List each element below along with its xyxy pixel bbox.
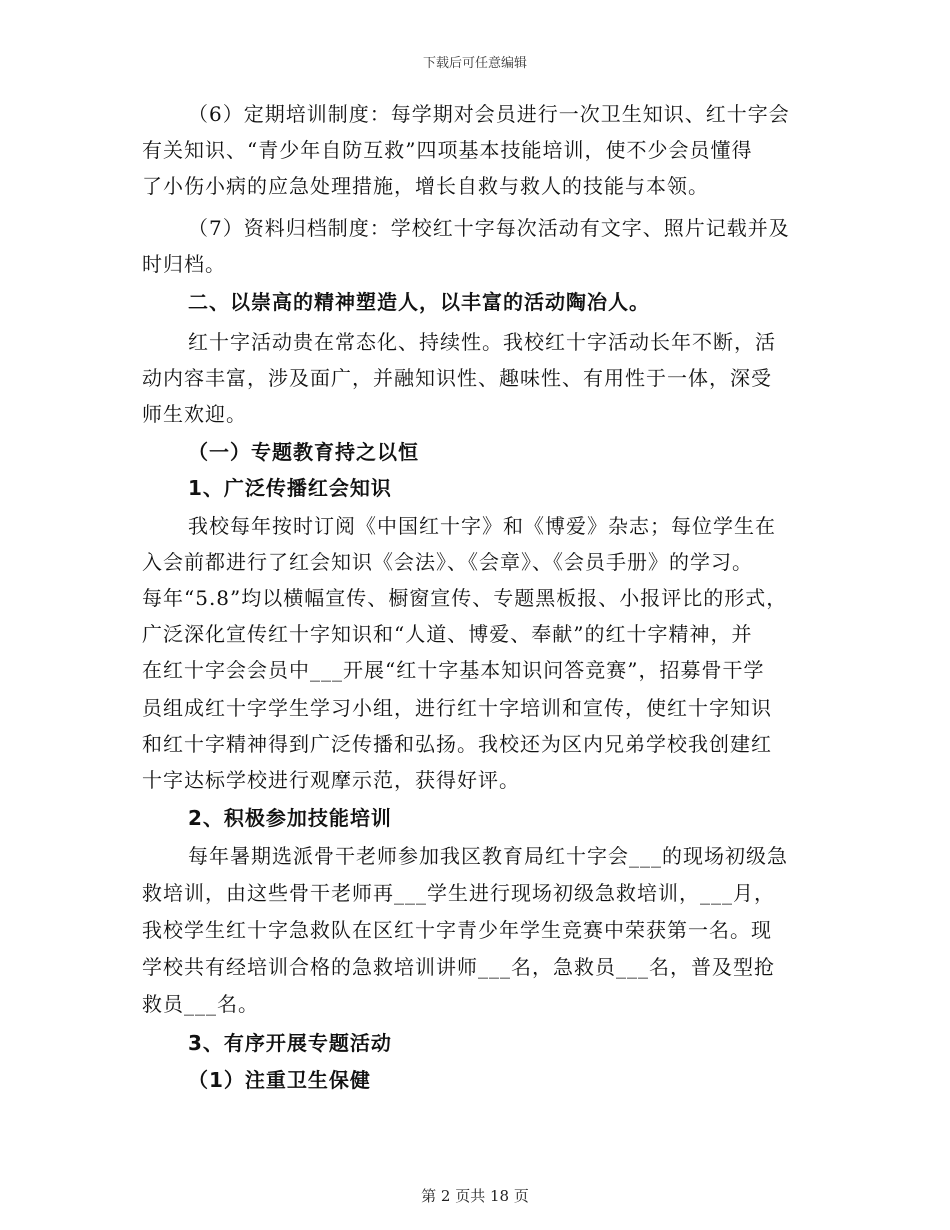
paragraph-line: 我校每年按时订阅《中国红十字》和《博爱》杂志；每位学生在	[188, 514, 776, 538]
paragraph-line: 救培训，由这些骨干老师再___学生进行现场初级急救培训，___月，	[142, 881, 775, 905]
paragraph-line: 和红十字精神得到广泛传播和弘扬。我校还为区内兄弟学校我创建红	[142, 732, 772, 756]
paragraph-line: 师生欢迎。	[142, 402, 247, 426]
paragraph-line: 救员___名。	[142, 992, 259, 1016]
paragraph-line: 了小伤小病的应急处理措施，增长自救与救人的技能与本领。	[142, 174, 709, 198]
section-heading: 3、有序开展专题活动	[188, 1031, 392, 1055]
section-heading: （一）专题教育持之以恒	[188, 440, 419, 464]
paragraph-line: 有关知识、“青少年自防互救”四项基本技能培训，使不少会员懂得	[142, 138, 753, 162]
paragraph-line: 每年暑期选派骨干老师参加我区教育局红十字会___的现场初级急	[188, 844, 788, 868]
page-footer: 第 2 页共 18 页	[421, 1187, 529, 1205]
paragraph-line: 红十字活动贵在常态化、持续性。我校红十字活动长年不断，活	[188, 330, 776, 354]
paragraph-line: 学校共有经培训合格的急救培训讲师___名，急救员___名，普及型抢	[142, 955, 775, 979]
paragraph-line: 每年“5.8”均以横幅宣传、橱窗宣传、专题黑板报、小报评比的形式，	[142, 586, 788, 610]
paragraph-line: （6）定期培训制度：每学期对会员进行一次卫生知识、红十字会	[188, 102, 790, 126]
paragraph-line: 十字达标学校进行观摩示范，获得好评。	[142, 768, 520, 792]
section-heading: 二、以崇高的精神塑造人，以丰富的活动陶冶人。	[188, 290, 650, 314]
paragraph-line: 入会前都进行了红会知识《会法》、《会章》、《会员手册》的学习。	[142, 550, 753, 574]
section-heading: （1）注重卫生保健	[188, 1068, 371, 1092]
paragraph-line: 时归档。	[142, 252, 226, 276]
page-header: 下载后可任意编辑	[422, 56, 527, 71]
paragraph-line: 广泛深化宣传红十字知识和“人道、博爱、奉献”的红十字精神，并	[142, 622, 753, 646]
paragraph-line: 在红十字会会员中___开展“红十字基本知识问答竞赛”，招募骨干学	[142, 658, 765, 682]
paragraph-line: （7）资料归档制度：学校红十字每次活动有文字、照片记载并及	[188, 216, 790, 240]
section-heading: 1、广泛传播红会知识	[188, 476, 392, 500]
section-heading: 2、积极参加技能培训	[188, 806, 392, 830]
paragraph-line: 员组成红十字学生学习小组，进行红十字培训和宣传，使红十字知识	[142, 696, 772, 720]
paragraph-line: 动内容丰富，涉及面广，并融知识性、趣味性、有用性于一体，深受	[142, 366, 772, 390]
paragraph-line: 我校学生红十字急救队在区红十字青少年学生竞赛中荣获第一名。现	[142, 918, 772, 942]
